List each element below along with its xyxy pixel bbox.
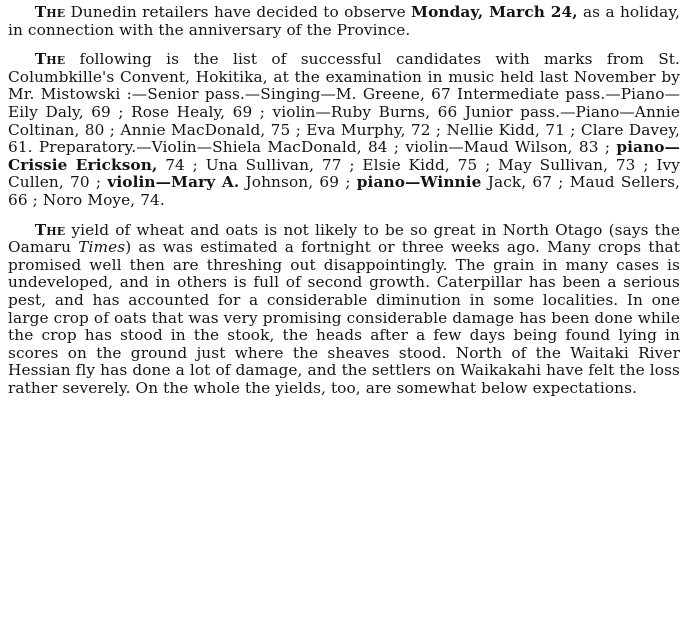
paragraph-lead-word: The [34, 50, 66, 69]
paragraph-text: yield of wheat and oats is not likely to be so great in North Otago (says the Oamaru [8, 220, 680, 257]
paragraph-text: as a holiday, in connection with the anniversary of the Province. [8, 3, 680, 39]
paragraph-bold-text: violin—Mary A. [107, 173, 240, 192]
paragraph-dunedin-holiday [8, 4, 680, 39]
paragraph-text: following is the list of successful candidates with marks from St. Columbkille's Convent, Hokitika, at the examination in music held last November by Mr. Mistowski :—Senior pass.—Singing—M. Greene, 67 Intermediate pass.—Piano—Eily Daly, 69 ; Rose Healy, 69 ; violin—Ruby Burns, 66 Junior pass.—Piano—Annie Coltinan, 80 ; Annie MacDonald, 75 ; Eva Murphy, 72 ; Nellie Kidd, 71 ; Clare Davey, 61. Preparatory.—Violin—Shiela MacDonald, 84 ; violin—Maud Wilson, 83 ; [8, 50, 680, 157]
paragraph-bold-text: piano—Winnie [356, 173, 482, 192]
paragraph-north-otago-yield [8, 222, 680, 398]
paragraph-text: Jack, 67 ; Maud Sellers, 66 ; Noro Moye, 74. [8, 173, 681, 209]
paragraph-text: 74 ; Una Sullivan, 77 ; Elsie Kidd, 75 ; May Sullivan, 73 ; Ivy Cullen, 70 ; [8, 155, 681, 192]
newspaper-column [8, 4, 680, 616]
paragraph-bold-text: piano—Crissie Erickson, [8, 138, 680, 174]
paragraph-text: ) as was estimated a fortnight or three weeks ago. Many crops that promised well then are threshing out disappointingly. The grain in many cases is undeveloped, and in others is full of second growth. Caterpillar has been a serious pest, and has accounted for a considerable diminution in some localities. In one large crop of oats that was very promising considerable damage has been done while the crop has stood in the stook, the heads after a few days being found lying in scores on the ground just where the sheaves stood. North of the Waitaki River Hessian fly has done a lot of damage, and the settlers on Waikakahi have felt the loss rather severely. On the whole the yields, too, are somewhat below expectations. [8, 238, 680, 397]
paragraph-text: Johnson, 69 ; [239, 173, 357, 192]
paragraph-bold-text: Monday, March 24, [411, 3, 578, 21]
paragraph-lead-word: The [34, 220, 66, 239]
paragraph-lead-word: The [34, 3, 66, 21]
paragraph-text: Dunedin retailers have decided to observe [65, 3, 412, 21]
newspaper-title: Times [78, 238, 126, 257]
paragraph-music-exam-results [8, 51, 680, 209]
